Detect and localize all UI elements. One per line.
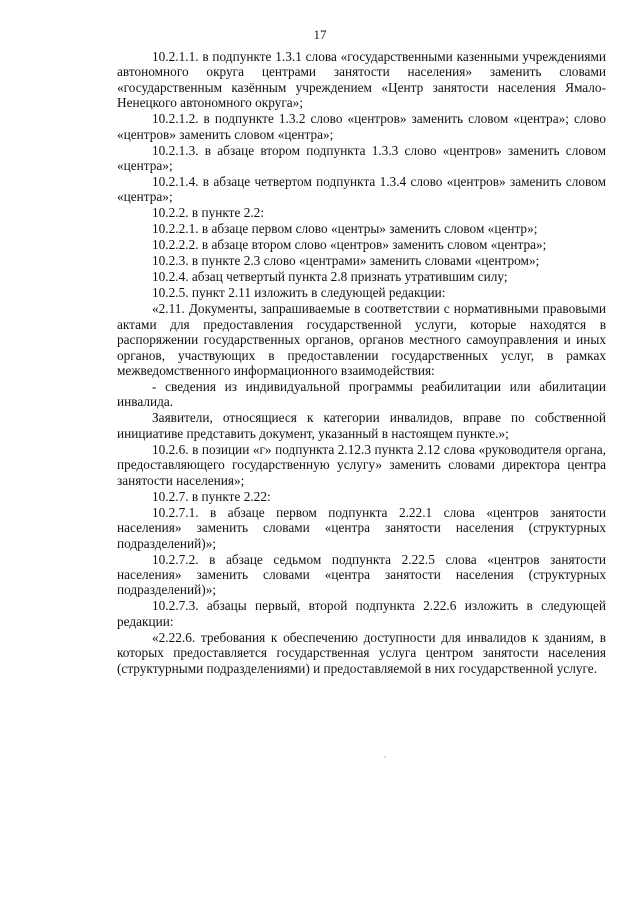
paragraph-10-2-5: 10.2.5. пункт 2.11 изложить в следующей редакции: xyxy=(152,285,446,301)
paragraph-list-item-rehabilitation: - сведения из индивидуальной программы реабилитации или абилитации инвалида. xyxy=(117,379,606,410)
paragraph-10-2-7-2: 10.2.7.2. в абзаце седьмом подпункта 2.22.5 слова «центров занятости населения» заменить словами «центра занятости населения (структурных подразделений)»; xyxy=(117,551,606,598)
paragraph-10-2-7-1: 10.2.7.1. в абзаце первом подпункта 2.22.1 слова «центров занятости населения» заменить словами «центра занятости населения (структурных подразделений)»; xyxy=(117,504,606,551)
quoted-paragraph-2-11: «2.11. Документы, запрашиваемые в соответствии с нормативными правовыми актами для предоставления государственной услуги, которые находятся в распоряжении государственных органов, органов местного самоуправления и иных органов, участвующих в предоставлении государственных услуг, в рамках межведомственного информационного взаимодействия: xyxy=(117,301,606,379)
paragraph-10-2-1-1: 10.2.1.1. в подпункте 1.3.1 слова «государственными казенными учреждениями автономного округа центрами занятости населения» заменить словами «государственным казённым учреждением «Центр занятости населения Ямало-Ненецкого автономного округа»; xyxy=(117,49,606,111)
paragraph-applicants: Заявители, относящиеся к категории инвалидов, вправе по собственной инициативе представить документ, указанный в настоящем пункте.»; xyxy=(117,410,606,441)
page-number: 17 xyxy=(313,27,327,42)
paragraph-10-2-1-2: 10.2.1.2. в подпункте 1.3.2 слово «центров» заменить словом «центра»; слово «центров» заменить словом «центра»; xyxy=(117,111,606,142)
paragraph-10-2-6: 10.2.6. в позиции «г» подпункта 2.12.3 пункта 2.12 слова «руководителя органа, предоставляющего государственную услугу» заменить словами директора центра занятости населения»; xyxy=(117,441,606,488)
paragraph-10-2-2-2: 10.2.2.2. в абзаце втором слово «центров» заменить словом «центра»; xyxy=(152,237,547,253)
paragraph-10-2-1-4: 10.2.1.4. в абзаце четвертом подпункта 1.3.4 слово «центров» заменить словом «центра»; xyxy=(117,174,606,205)
quoted-paragraph-2-22-6: «2.22.6. требования к обеспечению доступности для инвалидов к зданиям, в которых предоставляется государственная услуга центром занятости населения (структурными подразделениями) и предоставляемой в них государственной услуге. xyxy=(117,629,606,676)
scan-speck xyxy=(384,756,386,758)
paragraph-10-2-7: 10.2.7. в пункте 2.22: xyxy=(152,488,271,504)
paragraph-10-2-3: 10.2.3. в пункте 2.3 слово «центрами» заменить словами «центром»; xyxy=(152,253,540,269)
document-body xyxy=(117,49,606,677)
paragraph-10-2-2-1: 10.2.2.1. в абзаце первом слово «центры» заменить словом «центр»; xyxy=(152,221,538,237)
paragraph-10-2-1-3: 10.2.1.3. в абзаце втором подпункта 1.3.3 слово «центров» заменить словом «центра»; xyxy=(117,142,606,174)
paragraph-10-2-7-3: 10.2.7.3. абзацы первый, второй подпункта 2.22.6 изложить в следующей редакции: xyxy=(117,598,606,629)
paragraph-10-2-2: 10.2.2. в пункте 2.2: xyxy=(152,205,265,221)
paragraph-10-2-4: 10.2.4. абзац четвертый пункта 2.8 признать утратившим силу; xyxy=(152,269,508,285)
